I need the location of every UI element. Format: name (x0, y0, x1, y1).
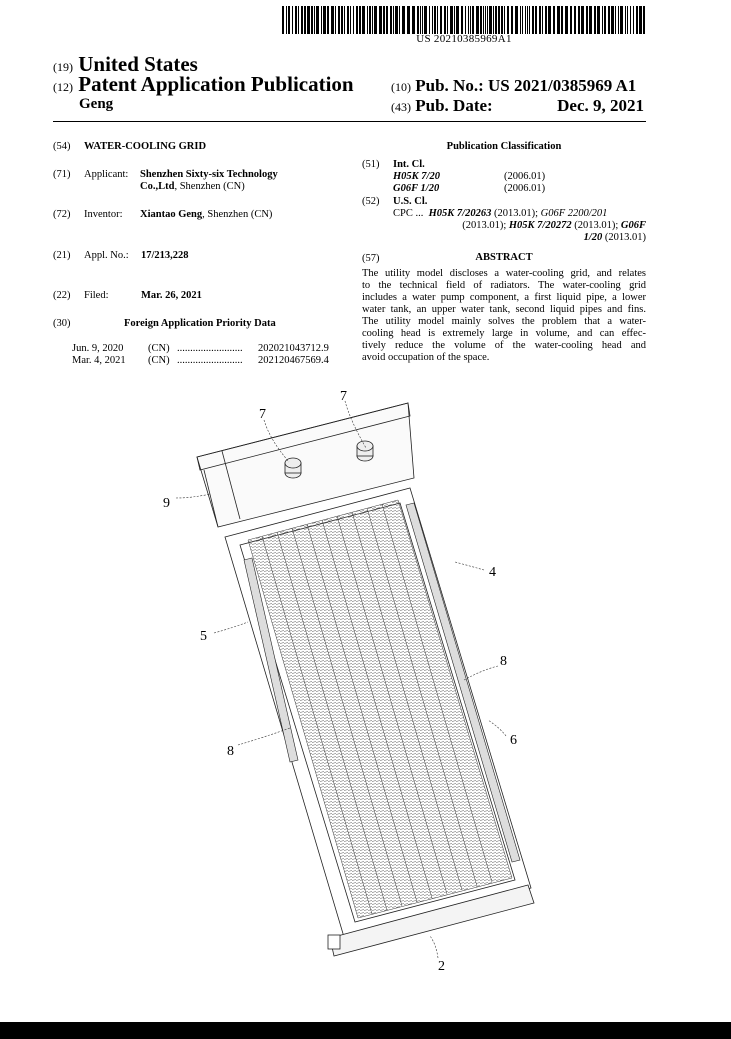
abstract-line: avoid occupation of the space. (362, 352, 490, 363)
field-51-code: (51) (362, 159, 380, 170)
priority-row: Mar. 4, 2021 (72, 355, 126, 366)
field-54-code: (54) (53, 141, 71, 152)
cpc-line: (2013.01); H05K 7/20272 (2013.01); G06F (462, 220, 646, 231)
inventor: Xiantao Geng, Shenzhen (CN) (140, 209, 273, 220)
priority-number: 202021043712.9 (258, 343, 329, 354)
filed-date: Mar. 26, 2021 (141, 290, 202, 301)
int-cl-label: Int. Cl. (393, 159, 425, 170)
publication-title: (12) Patent Application Publication (53, 72, 354, 96)
label-water-pump: 9 (163, 496, 170, 511)
label-fitting: 7 (340, 389, 347, 404)
cpc-line: 1/20 (2013.01) (583, 232, 646, 243)
us-cl-label: U.S. Cl. (393, 196, 428, 207)
classification-heading: Publication Classification (446, 141, 562, 152)
header-divider (53, 121, 646, 122)
inventor-label: Inventor: (84, 209, 123, 220)
page-bottom-bar (0, 1022, 731, 1039)
field-57-code: (57) (362, 253, 380, 264)
int-cl-year: (2006.01) (504, 183, 546, 194)
field-30-code: (30) (53, 318, 71, 329)
abstract-line: tively reduce the volume of the water-cooling head and (362, 340, 646, 351)
applicant-label: Applicant: (84, 169, 129, 180)
applicant: Shenzhen Sixty-six Technology Co.,Ltd, Shenzhen (CN) (140, 169, 278, 192)
abstract-line: The utility model discloses a water-cooling grid, and relates (362, 268, 646, 279)
barcode-number: US 20210385969A1 (416, 33, 512, 45)
country-heading: (19) United States (53, 52, 198, 76)
filed-label: Filed: (84, 290, 109, 301)
abstract-line: water tank, an upper water tank, second liquid pipes and fins. (362, 304, 646, 315)
field-71-code: (71) (53, 169, 71, 180)
field-22-code: (22) (53, 290, 71, 301)
label-upper-tank: 4 (489, 565, 496, 580)
field-52-code: (52) (362, 196, 380, 207)
priority-dots: ......................... (177, 343, 243, 354)
barcode (282, 6, 646, 34)
label-fins: 8 (500, 654, 507, 669)
appl-no: 17/213,228 (141, 250, 189, 261)
publication-date: (43) Pub. Date: Dec. 9, 2021 (391, 96, 644, 115)
field-72-code: (72) (53, 209, 71, 220)
foreign-priority-heading: Foreign Application Priority Data (124, 318, 276, 329)
publication-number: (10) Pub. No.: US 2021/0385969 A1 (391, 76, 637, 95)
label-liquid-pipe: 5 (200, 629, 207, 644)
abstract-line: The utility model mainly solves the problem that a water- (362, 316, 646, 327)
abstract-line: to the technical field of radiators. The water-cooling grid (362, 280, 646, 291)
abstract-text (362, 268, 646, 364)
int-cl-year: (2006.01) (504, 171, 546, 182)
label-lower-tank: 2 (438, 959, 445, 974)
priority-number: 202120467569.4 (258, 355, 329, 366)
invention-title: WATER-COOLING GRID (84, 141, 207, 152)
appl-no-label: Appl. No.: (84, 250, 129, 261)
field-21-code: (21) (53, 250, 71, 261)
label-fitting: 7 (259, 407, 266, 422)
water-cooling-grid-drawing (0, 380, 731, 980)
label-fins: 8 (227, 744, 234, 759)
abstract-line: cooling head is extremely large in volume, and can effec- (362, 328, 646, 339)
abstract-line: includes a water pump component, a first liquid pipe, a lower (362, 292, 646, 303)
cpc-line: CPC ... H05K 7/20263 (2013.01); G06F 2200/201 (393, 208, 608, 219)
label-second-pipe: 6 (510, 733, 517, 748)
priority-country: (CN) (148, 343, 170, 354)
priority-row: Jun. 9, 2020 (72, 343, 124, 354)
abstract-heading: ABSTRACT (475, 252, 533, 263)
int-cl-code: G06F 1/20 (393, 183, 440, 194)
priority-dots: ......................... (177, 355, 243, 366)
priority-country: (CN) (148, 355, 170, 366)
inventor-surname: Geng (79, 96, 114, 112)
int-cl-code: H05K 7/20 (393, 171, 440, 182)
